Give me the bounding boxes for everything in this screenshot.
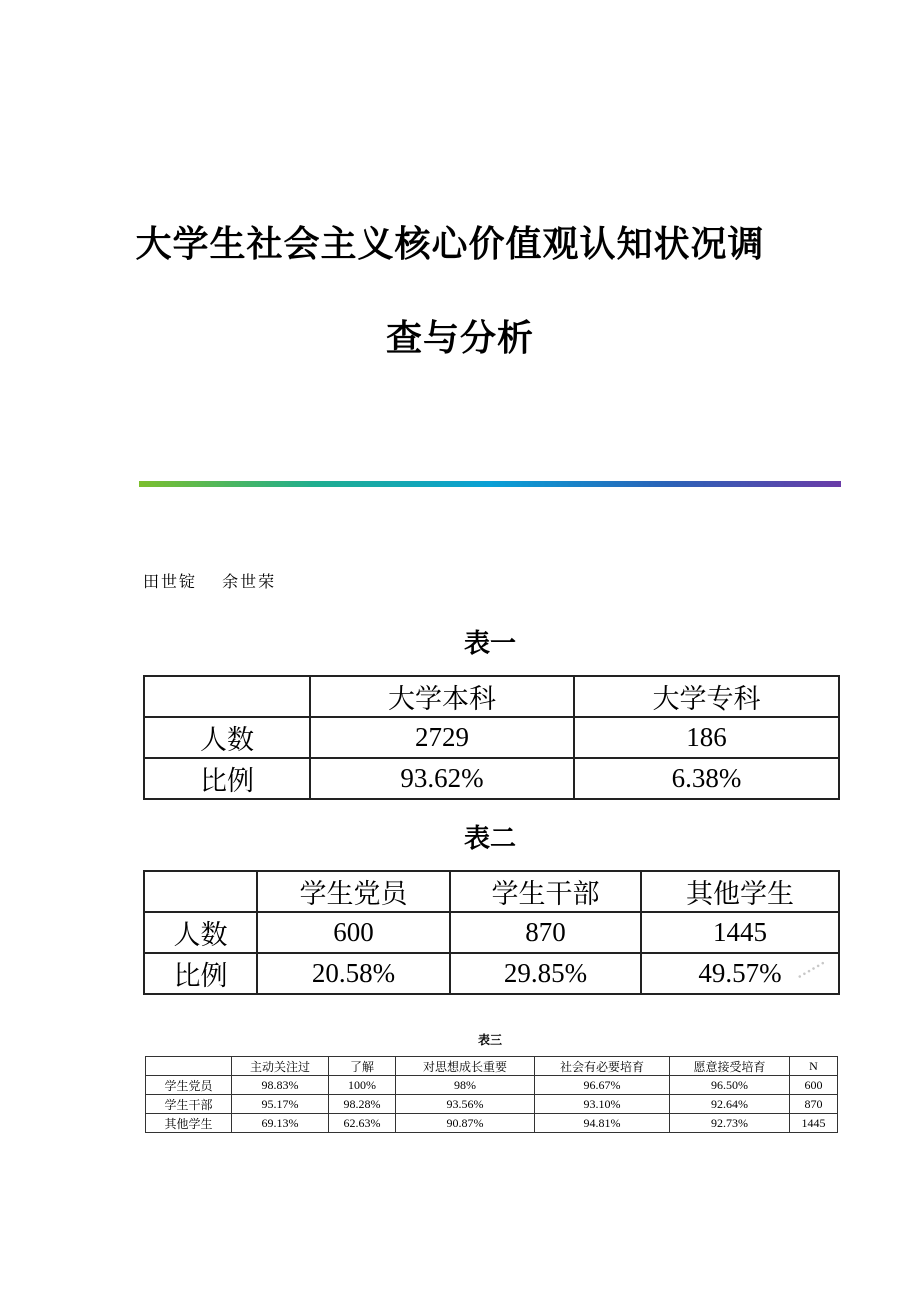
author-name: 余世荣 [222, 572, 277, 591]
table-cell: 6.38% [574, 758, 839, 799]
table-header-cell: 大学专科 [574, 676, 839, 717]
table-cell: 98.83% [232, 1076, 329, 1095]
table-cell: 1445 [641, 912, 839, 953]
table-cell: 92.73% [670, 1114, 790, 1133]
table-header-row [146, 1057, 838, 1076]
table-cell: 98% [396, 1076, 535, 1095]
row-label-cell: 比例 [144, 953, 257, 994]
row-label-cell: 人数 [144, 912, 257, 953]
table-header-cell: 了解 [329, 1057, 396, 1076]
table-cell: 20.58% [257, 953, 450, 994]
table-header-cell [144, 871, 257, 912]
authors-line [143, 569, 276, 592]
table-cell: 600 [257, 912, 450, 953]
table-header-cell: 主动关注过 [232, 1057, 329, 1076]
table-header-cell: N [790, 1057, 838, 1076]
document-title-line-2: 查与分析 [385, 318, 534, 359]
table-header-cell: 学生干部 [450, 871, 641, 912]
table2-caption: 表二 [463, 824, 516, 854]
table-row [144, 953, 839, 994]
table-row [144, 912, 839, 953]
row-label-cell: 学生党员 [146, 1076, 232, 1095]
table-cell: 96.67% [535, 1076, 670, 1095]
table-header-cell: 大学本科 [310, 676, 574, 717]
table-cell: 98.28% [329, 1095, 396, 1114]
table-cell: 1445 [790, 1114, 838, 1133]
table-cell: 870 [450, 912, 641, 953]
table1-enrollment-type [143, 675, 840, 800]
table-cell: 100% [329, 1076, 396, 1095]
table-header-cell: 社会有必要培育 [535, 1057, 670, 1076]
table3-caption: 表三 [477, 1033, 502, 1047]
table-cell: 600 [790, 1076, 838, 1095]
table-cell: 186 [574, 717, 839, 758]
table-cell: 93.10% [535, 1095, 670, 1114]
table-cell: 49.57% [641, 953, 839, 994]
row-label-cell: 其他学生 [146, 1114, 232, 1133]
table-header-cell [144, 676, 310, 717]
table-header-row [144, 676, 839, 717]
table-cell: 69.13% [232, 1114, 329, 1133]
author-name: 田世锭 [143, 572, 198, 591]
table-row [144, 717, 839, 758]
table-cell: 870 [790, 1095, 838, 1114]
table-header-cell: 对思想成长重要 [396, 1057, 535, 1076]
table-cell: 2729 [310, 717, 574, 758]
document-title-line-1: 大学生社会主义核心价值观认知状况调 [135, 224, 765, 265]
table-cell: 93.62% [310, 758, 574, 799]
table-cell: 96.50% [670, 1076, 790, 1095]
table-header-cell: 其他学生 [641, 871, 839, 912]
table-header-cell [146, 1057, 232, 1076]
decorative-gradient-divider [139, 481, 841, 487]
table3-cognition-survey [145, 1056, 838, 1133]
table-cell: 95.17% [232, 1095, 329, 1114]
row-label-cell: 学生干部 [146, 1095, 232, 1114]
watermark-stamp: •••••• [795, 958, 829, 984]
table2-student-role [143, 870, 840, 995]
table-row [146, 1095, 838, 1114]
table-row [144, 758, 839, 799]
table-header-cell: 愿意接受培育 [670, 1057, 790, 1076]
table-cell: 62.63% [329, 1114, 396, 1133]
table-row [146, 1076, 838, 1095]
table-cell: 94.81% [535, 1114, 670, 1133]
row-label-cell: 比例 [144, 758, 310, 799]
table-cell: 93.56% [396, 1095, 535, 1114]
table-cell: 92.64% [670, 1095, 790, 1114]
table-header-cell: 学生党员 [257, 871, 450, 912]
table-cell: 29.85% [450, 953, 641, 994]
table1-caption: 表一 [463, 629, 516, 659]
row-label-cell: 人数 [144, 717, 310, 758]
table-row [146, 1114, 838, 1133]
table-header-row [144, 871, 839, 912]
table-cell: 90.87% [396, 1114, 535, 1133]
